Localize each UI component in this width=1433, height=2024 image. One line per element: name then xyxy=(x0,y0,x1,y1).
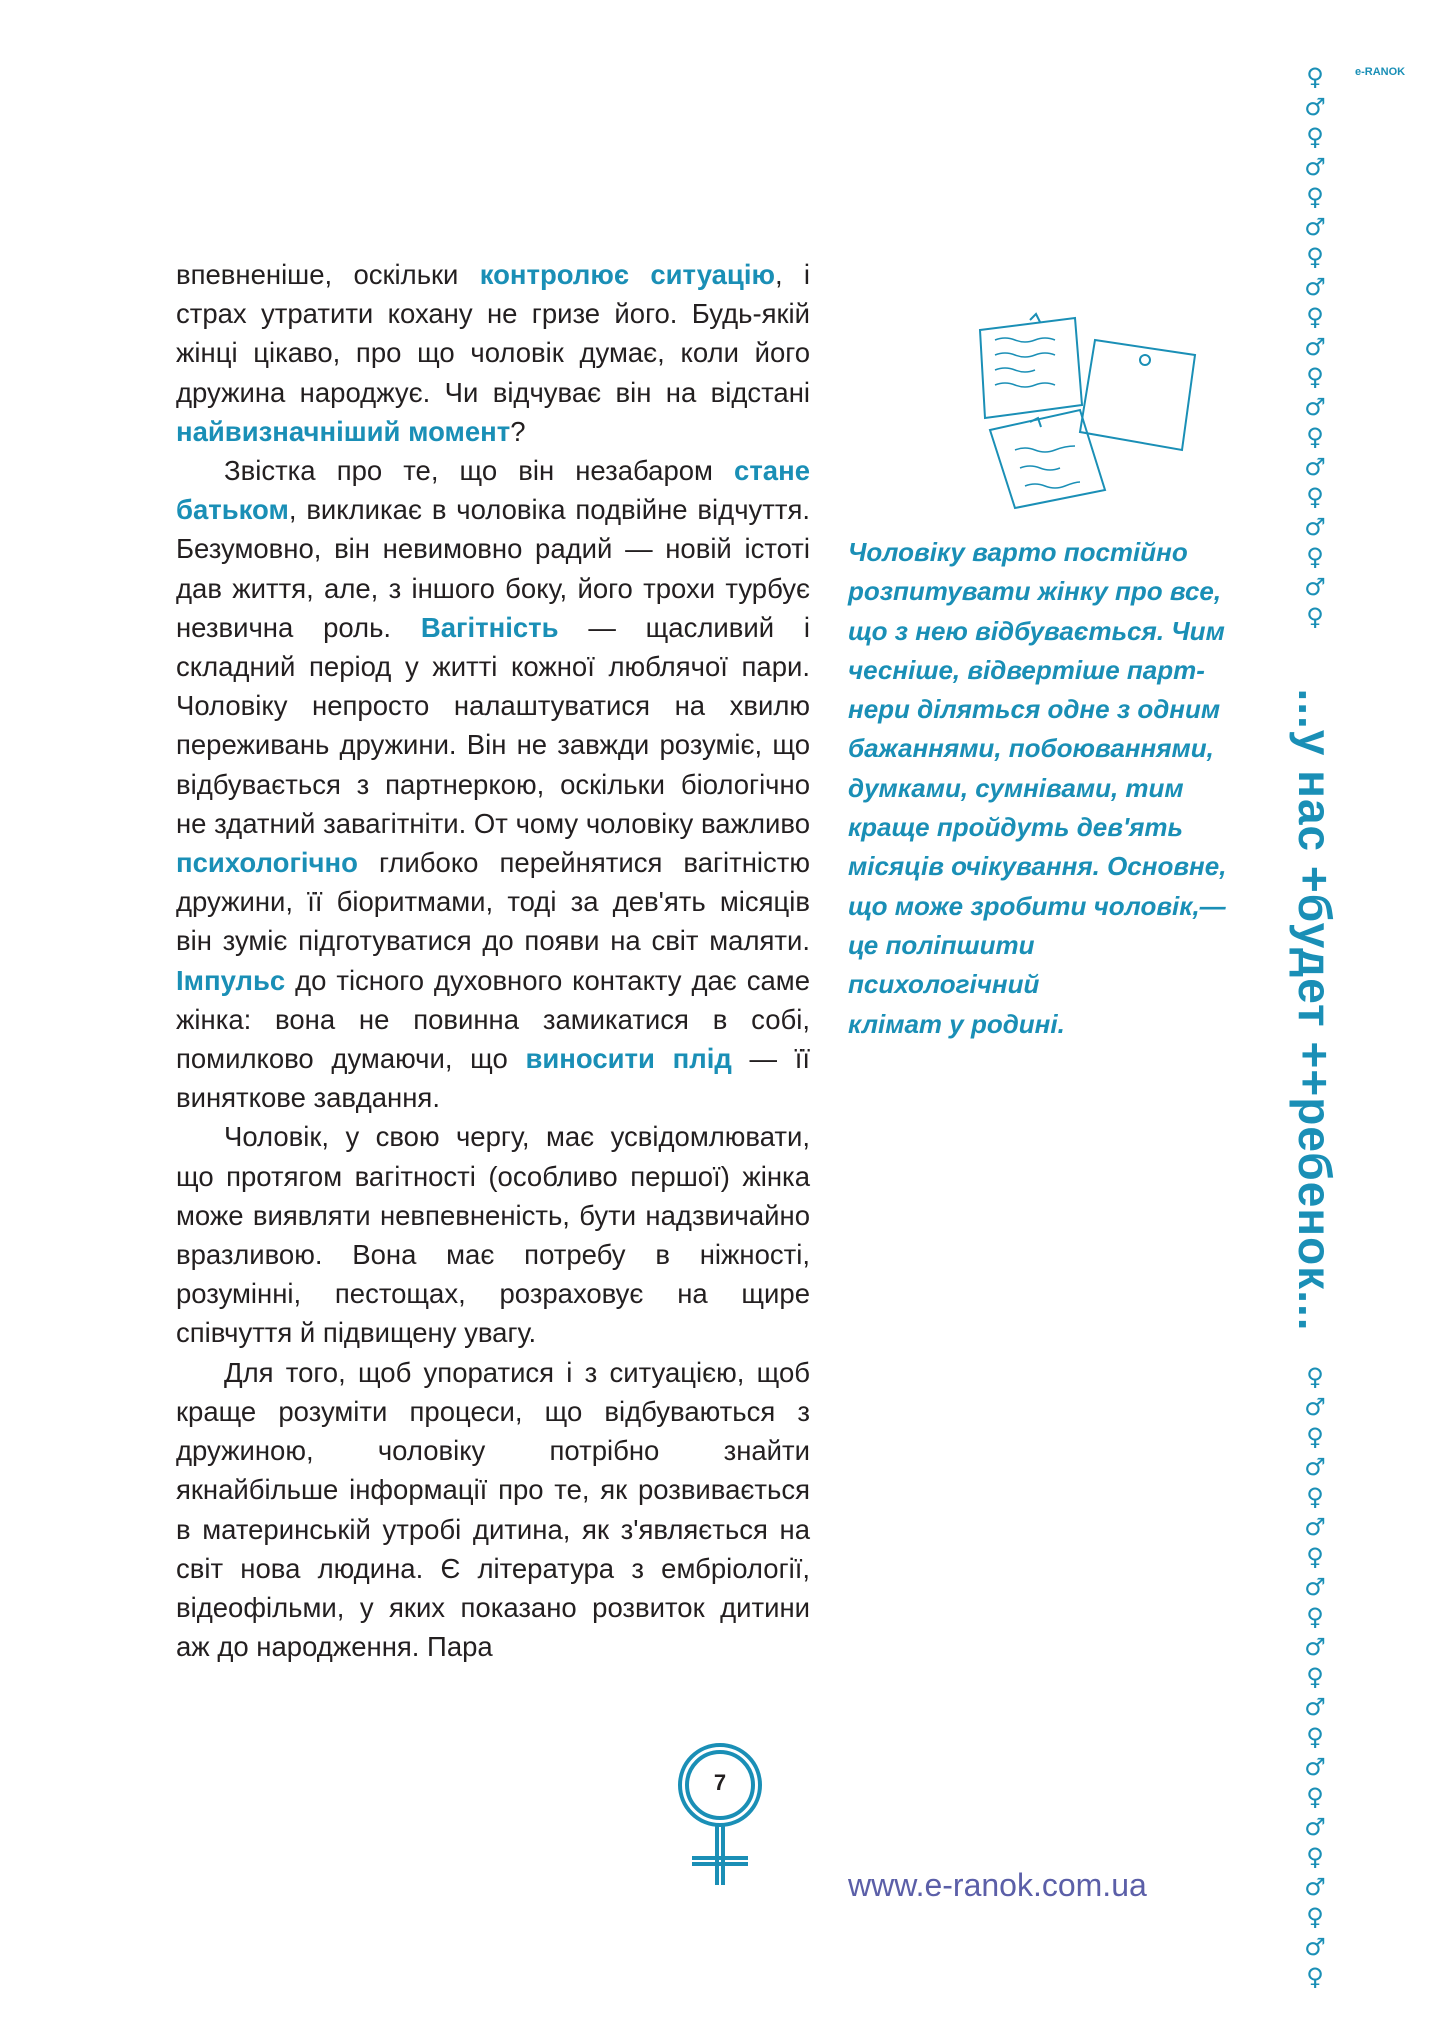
vertical-title-text: ...у нас +будет ++ребенок... xyxy=(1289,688,1341,1332)
quote-line: що з нею відбувається. Чим xyxy=(848,615,1225,646)
text-run: глибоко перейнятися вагітністю дружини, її біоритмами, тоді за дев'ять місяців він зуміє підготуватися до появи на світ маляти. xyxy=(176,847,810,957)
male-symbol-icon: ♂ xyxy=(1304,1753,1326,1781)
quote-line: думками, сумнівами, тим xyxy=(848,772,1184,803)
female-symbol-icon: ♀ xyxy=(1306,303,1324,331)
male-symbol-icon: ♂ xyxy=(1304,1813,1326,1841)
male-symbol-icon: ♂ xyxy=(1304,1573,1326,1601)
sidebar-quote xyxy=(848,533,1228,1044)
female-symbol-icon: ♀ xyxy=(1306,123,1324,151)
female-symbol-icon: ♀ xyxy=(1306,1783,1324,1811)
text-run: — її виняткове завдання. xyxy=(176,1043,810,1114)
female-symbol-icon: ♀ xyxy=(1306,1843,1324,1871)
female-symbol-icon: ♀ xyxy=(1306,1543,1324,1571)
female-symbol-icon: ♀ xyxy=(1306,63,1324,91)
male-symbol-icon: ♂ xyxy=(1304,1633,1326,1661)
text-run: Чоловік, у свою чергу, має усвідомлювати, що протягом вагітності (особливо першої) жінка може виявляти невпевненість, бути надзвичайно вразливою. Вона має потребу в ніжності, розумінні, пестощах, розраховує на щире співчуття й підвищену увагу. xyxy=(176,1121,810,1349)
text-run: , викликає в чоловіка подвійне відчуття. Безумовно, він невимовно радий — новій істоті дав життя, але, з іншого боку, його трохи турбує незвична роль. xyxy=(176,494,810,643)
female-symbol-icon: ♀ xyxy=(1306,543,1324,571)
male-symbol-icon: ♂ xyxy=(1304,1513,1326,1541)
paragraph-1 xyxy=(176,255,810,451)
highlight-term: психологічно xyxy=(176,847,358,879)
footer-url[interactable]: www.e-ranok.com.ua xyxy=(848,1867,1147,1903)
female-symbol-icon: ♀ xyxy=(1306,483,1324,511)
text-run: , і страх утратити кохану не гризе його. Будь-якій жінці цікаво, про що чоловік думає, коли його дружина народжує. Чи відчуває він на відстані xyxy=(176,259,810,408)
male-symbol-icon: ♂ xyxy=(1304,393,1326,421)
female-symbol-icon: ♀ xyxy=(1306,1663,1324,1691)
female-symbol-icon: ♀ xyxy=(1306,1723,1324,1751)
highlight-term: стане батьком xyxy=(176,455,810,526)
paragraph-3 xyxy=(176,1117,810,1352)
female-symbol-icon: ♀ xyxy=(1306,1483,1324,1511)
male-symbol-icon: ♂ xyxy=(1304,453,1326,481)
male-symbol-icon: ♂ xyxy=(1304,1393,1326,1421)
text-run: ? xyxy=(510,415,526,447)
quote-line: нери діляться одне з одним xyxy=(848,694,1221,725)
quote-line: бажаннями, побоюваннями, xyxy=(848,733,1214,764)
male-symbol-icon: ♂ xyxy=(1304,1693,1326,1721)
quote-line: це поліпшити психологічний xyxy=(848,929,1040,1000)
female-symbol-icon: ♀ xyxy=(1306,1603,1324,1631)
male-symbol-icon: ♂ xyxy=(1304,1453,1326,1481)
symbols-bottom xyxy=(1280,1362,1350,1992)
quote-line: що може зробити чоловік,— xyxy=(848,890,1226,921)
paragraph-2 xyxy=(176,451,810,1117)
text-run: Для того, щоб упоратися і з ситуацією, щоб краще розуміти процеси, що відбуваються з дружиною, чоловіку потрібно знайти якнайбільше інформації про те, як розвивається в материнській утробі дитина, як з'являється на світ нова людина. Є література з ембріології, відеофільми, у яких показано розвиток дитини аж до народження. Пара xyxy=(176,1356,810,1663)
main-text xyxy=(176,255,810,1666)
female-symbol-icon: ♀ xyxy=(1306,1903,1324,1931)
male-symbol-icon: ♂ xyxy=(1304,513,1326,541)
male-symbol-icon: ♂ xyxy=(1304,213,1326,241)
text-run: впевненіше, оскільки xyxy=(176,259,480,290)
highlight-term: Імпульс xyxy=(176,964,286,996)
female-symbol-icon: ♀ xyxy=(1306,1363,1324,1391)
quote-line: клімат у родині. xyxy=(848,1008,1065,1039)
paragraph-4 xyxy=(176,1353,810,1667)
male-symbol-icon: ♂ xyxy=(1304,573,1326,601)
female-symbol-icon: ♀ xyxy=(1306,423,1324,451)
symbols-top xyxy=(1280,62,1350,632)
female-symbol-icon: ♀ xyxy=(1306,363,1324,391)
text-run: до тісного духовного контакту дає саме жінка: вона не повинна замикатися в собі, помилково думаючи, що xyxy=(176,964,810,1075)
vertical-title xyxy=(1280,660,1350,1360)
female-symbol-icon xyxy=(670,1740,770,1905)
male-symbol-icon: ♂ xyxy=(1304,93,1326,121)
male-symbol-icon: ♂ xyxy=(1304,1933,1326,1961)
highlight-term: виносити плід xyxy=(525,1043,732,1075)
female-symbol-icon: ♀ xyxy=(1306,1963,1324,1991)
female-symbol-icon: ♀ xyxy=(1306,183,1324,211)
male-symbol-icon: ♂ xyxy=(1304,153,1326,181)
quote-line: чесніше, відвертіше парт- xyxy=(848,654,1205,685)
highlight-term: Вагітність xyxy=(420,611,559,643)
text-run: Звістка про те, що він незабаром xyxy=(224,455,735,487)
male-symbol-icon: ♂ xyxy=(1304,1873,1326,1901)
quote-line: розпитувати жінку про все, xyxy=(848,576,1222,607)
highlight-term: контролює ситуацію xyxy=(479,259,775,290)
female-symbol-icon: ♀ xyxy=(1306,243,1324,271)
brand-logo: e-RANOK xyxy=(1355,66,1406,78)
text-run: — щасливий і складний період у житті кожної люблячої пари. Чоловіку непросто налаштуватися на хвилю переживань дружини. Він не завжди розуміє, що відбувається з партнеркою, оскільки біологічно не здатний завагітніти. От чому чоловіку важливо xyxy=(176,611,810,839)
female-symbol-icon: ♀ xyxy=(1306,1423,1324,1451)
male-symbol-icon: ♂ xyxy=(1304,273,1326,301)
quote-line: місяців очікування. Основне, xyxy=(848,851,1227,882)
quote-line: Чоловіку варто постійно xyxy=(848,537,1188,567)
female-symbol-icon: ♀ xyxy=(1306,603,1324,631)
male-symbol-icon: ♂ xyxy=(1304,333,1326,361)
quote-line: краще пройдуть дев'ять xyxy=(848,812,1183,843)
notes-illustration xyxy=(970,310,1210,510)
page-number: 7 xyxy=(713,1770,727,1795)
highlight-term: найвизначніший момент xyxy=(176,415,511,447)
